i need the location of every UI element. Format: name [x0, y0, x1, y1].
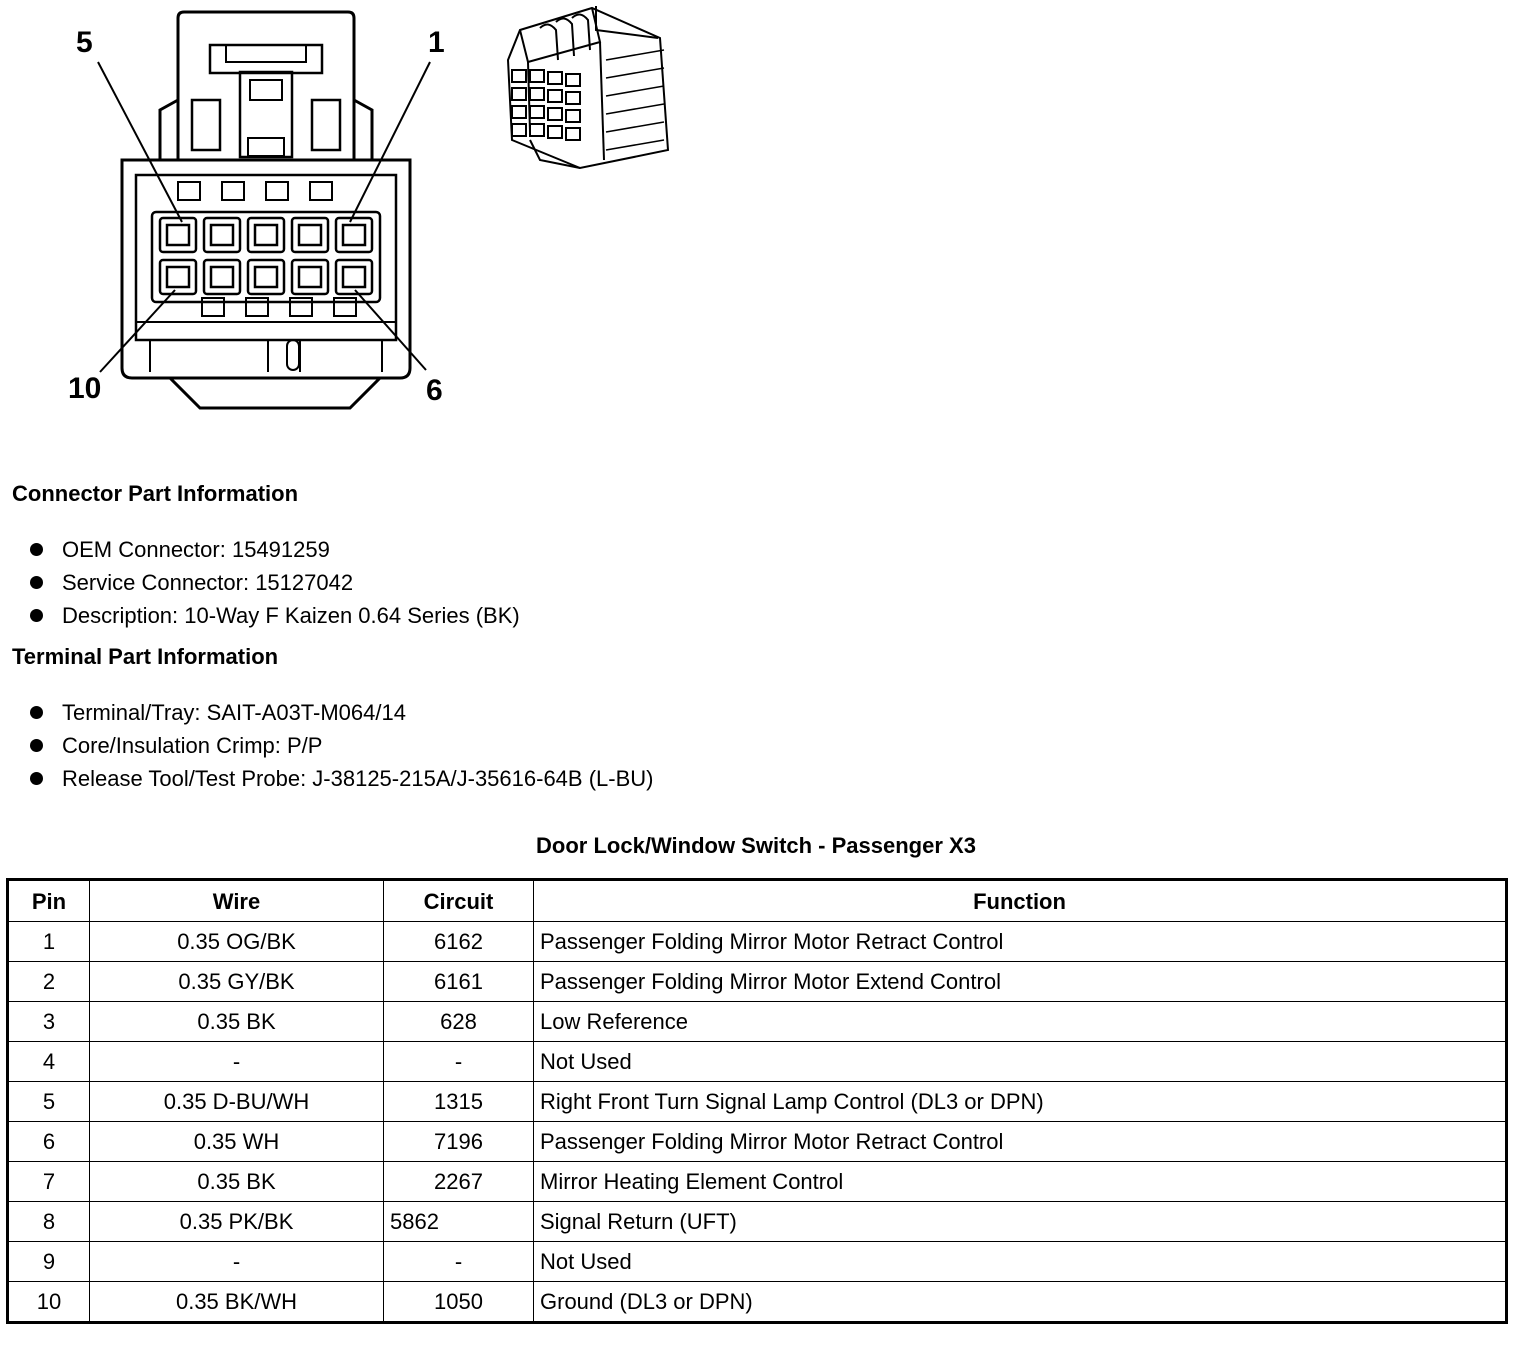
function-cell: Not Used: [534, 1042, 1507, 1082]
circuit-cell: 6161: [384, 962, 534, 1002]
wire-cell: 0.35 D-BU/WH: [90, 1082, 384, 1122]
header-wire: Wire: [90, 880, 384, 922]
pin-cell: 7: [8, 1162, 90, 1202]
pin-cell: 9: [8, 1242, 90, 1282]
pin-label-6: 6: [426, 374, 443, 407]
pin-cell: 4: [8, 1042, 90, 1082]
connector-face: [122, 12, 410, 408]
list-item: [30, 599, 520, 632]
bullet-icon: [30, 706, 43, 719]
pin-cell: 8: [8, 1202, 90, 1242]
bullet-icon: [30, 739, 43, 752]
header-pin: Pin: [8, 880, 90, 922]
pin-cell: 10: [8, 1282, 90, 1323]
pin-label-5: 5: [76, 26, 93, 59]
bullet-icon: [30, 543, 43, 556]
pin-cell: 2: [8, 962, 90, 1002]
wire-cell: 0.35 BK: [90, 1002, 384, 1042]
wire-cell: -: [90, 1042, 384, 1082]
table-row: [8, 922, 1507, 962]
circuit-cell: 1050: [384, 1282, 534, 1323]
cavity-5: [160, 218, 196, 252]
wire-cell: 0.35 BK/WH: [90, 1282, 384, 1323]
pin-cavities: [160, 218, 372, 294]
connector-part-info-list: [30, 533, 520, 632]
pin-cell: 3: [8, 1002, 90, 1042]
list-item: [30, 533, 520, 566]
circuit-cell: 5862: [384, 1202, 534, 1242]
header-circuit: Circuit: [384, 880, 534, 922]
function-cell: Signal Return (UFT): [534, 1202, 1507, 1242]
function-cell: Passenger Folding Mirror Motor Extend Control: [534, 962, 1507, 1002]
cavity-9: [204, 260, 240, 294]
circuit-cell: 7196: [384, 1122, 534, 1162]
terminal-part-info-title: Terminal Part Information: [12, 644, 279, 669]
oem-connector-text: OEM Connector: 15491259: [62, 537, 330, 562]
table-row: [8, 1242, 1507, 1282]
table-title: Door Lock/Window Switch - Passenger X3: [536, 833, 976, 858]
list-item: [30, 696, 653, 729]
table-row: [8, 1122, 1507, 1162]
table-row: [8, 962, 1507, 1002]
wire-cell: -: [90, 1242, 384, 1282]
description-text: Description: 10-Way F Kaizen 0.64 Series (BK): [62, 603, 520, 628]
circuit-cell: -: [384, 1242, 534, 1282]
release-tool-text: Release Tool/Test Probe: J-38125-215A/J-35616-64B (L-BU): [62, 766, 654, 791]
cavity-1: [336, 218, 372, 252]
function-cell: Passenger Folding Mirror Motor Retract Control: [534, 922, 1507, 962]
terminal-tray-text: Terminal/Tray: SAIT-A03T-M064/14: [62, 700, 406, 725]
cavity-8: [248, 260, 284, 294]
table-row: [8, 1202, 1507, 1242]
crimp-text: Core/Insulation Crimp: P/P: [62, 733, 323, 758]
function-cell: Not Used: [534, 1242, 1507, 1282]
bullet-icon: [30, 609, 43, 622]
wire-cell: 0.35 WH: [90, 1122, 384, 1162]
table-row: [8, 1002, 1507, 1042]
cavity-7: [292, 260, 328, 294]
circuit-cell: 1315: [384, 1082, 534, 1122]
connector-diagram: [0, 0, 760, 420]
circuit-cell: 6162: [384, 922, 534, 962]
pin-cell: 6: [8, 1122, 90, 1162]
wire-cell: 0.35 GY/BK: [90, 962, 384, 1002]
bullet-icon: [30, 576, 43, 589]
cavity-10: [160, 260, 196, 294]
table-row: [8, 1042, 1507, 1082]
function-cell: Right Front Turn Signal Lamp Control (DL3 or DPN): [534, 1082, 1507, 1122]
service-connector-text: Service Connector: 15127042: [62, 570, 354, 595]
connector-part-info-title: Connector Part Information: [12, 481, 299, 506]
cavity-6: [336, 260, 372, 294]
function-cell: Low Reference: [534, 1002, 1507, 1042]
pin-table: [6, 878, 1508, 1324]
bullet-icon: [30, 772, 43, 785]
list-item: [30, 762, 653, 795]
circuit-cell: 2267: [384, 1162, 534, 1202]
cavity-2: [292, 218, 328, 252]
wire-cell: 0.35 OG/BK: [90, 922, 384, 962]
pin-label-10: 10: [68, 372, 102, 405]
connector-isometric-illustration: [508, 6, 668, 168]
list-item: [30, 729, 653, 762]
wire-cell: 0.35 PK/BK: [90, 1202, 384, 1242]
function-cell: Mirror Heating Element Control: [534, 1162, 1507, 1202]
pin-label-1: 1: [428, 26, 445, 59]
table-row: [8, 1082, 1507, 1122]
terminal-part-info-list: [30, 696, 653, 795]
list-item: [30, 566, 520, 599]
cavity-4: [204, 218, 240, 252]
pin-cell: 1: [8, 922, 90, 962]
function-cell: Ground (DL3 or DPN): [534, 1282, 1507, 1323]
cavity-3: [248, 218, 284, 252]
table-header-row: [8, 880, 1507, 922]
circuit-cell: -: [384, 1042, 534, 1082]
circuit-cell: 628: [384, 1002, 534, 1042]
pin-cell: 5: [8, 1082, 90, 1122]
table-row: [8, 1162, 1507, 1202]
wire-cell: 0.35 BK: [90, 1162, 384, 1202]
table-row: [8, 1282, 1507, 1323]
header-function: Function: [534, 880, 1507, 922]
function-cell: Passenger Folding Mirror Motor Retract Control: [534, 1122, 1507, 1162]
